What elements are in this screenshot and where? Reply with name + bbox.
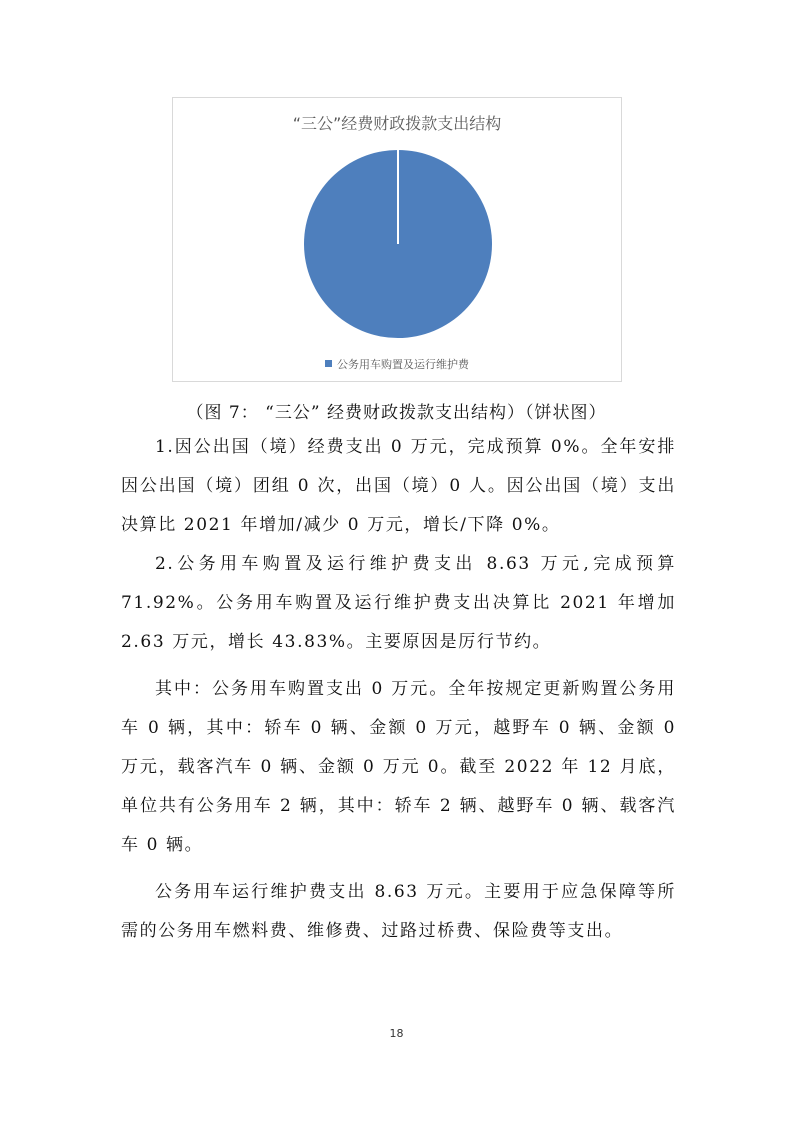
page-number: 18 — [389, 1027, 404, 1040]
chart-title: “三公”经费财政拨款支出结构 — [292, 114, 502, 133]
legend-label: 公务用车购置及运行维护费 — [337, 358, 469, 371]
pie-chart-plot — [173, 98, 621, 381]
body-text — [121, 428, 676, 951]
legend-swatch-icon — [325, 360, 332, 367]
chart-legend — [173, 356, 621, 372]
paragraph-vehicle-maintenance: 公务用车运行维护费支出 8.63 万元。主要用于应急保障等所需的公务用车燃料费、维修费、过路过桥费、保险费等支出。 — [121, 882, 676, 941]
paragraph-vehicle-expenses: 2.公务用车购置及运行维护费支出 8.63 万元,完成预算 71.92%。公务用车购置及运行维护费支出决算比 2021 年增加 2.63 万元，增长 43.83%。主要原因是厉行节约。 — [121, 554, 676, 652]
figure-caption: （图 7： “三公” 经费财政拨款支出结构）（饼状图） — [186, 403, 607, 423]
paragraph-vehicle-purchase: 其中：公务用车购置支出 0 万元。全年按规定更新购置公务用车 0 辆，其中：轿车 0 辆、金额 0 万元，越野车 0 辆、金额 0 万元，载客汽车 0 辆、金额 0 万元 0。截至 2022 年 12 月底，单位共有公务用车 2 辆，其中：轿车 2 辆、越野车 0 辆、载客汽车 0 辆。 — [121, 679, 676, 855]
paragraph-overseas-travel: 1.因公出国（境）经费支出 0 万元，完成预算 0%。全年安排因公出国（境）团组 0 次，出国（境）0 人。因公出国（境）支出决算比 2021 年增加/减少 0 万元，增长/下降 0%。 — [121, 437, 676, 535]
pie-chart — [172, 97, 622, 382]
